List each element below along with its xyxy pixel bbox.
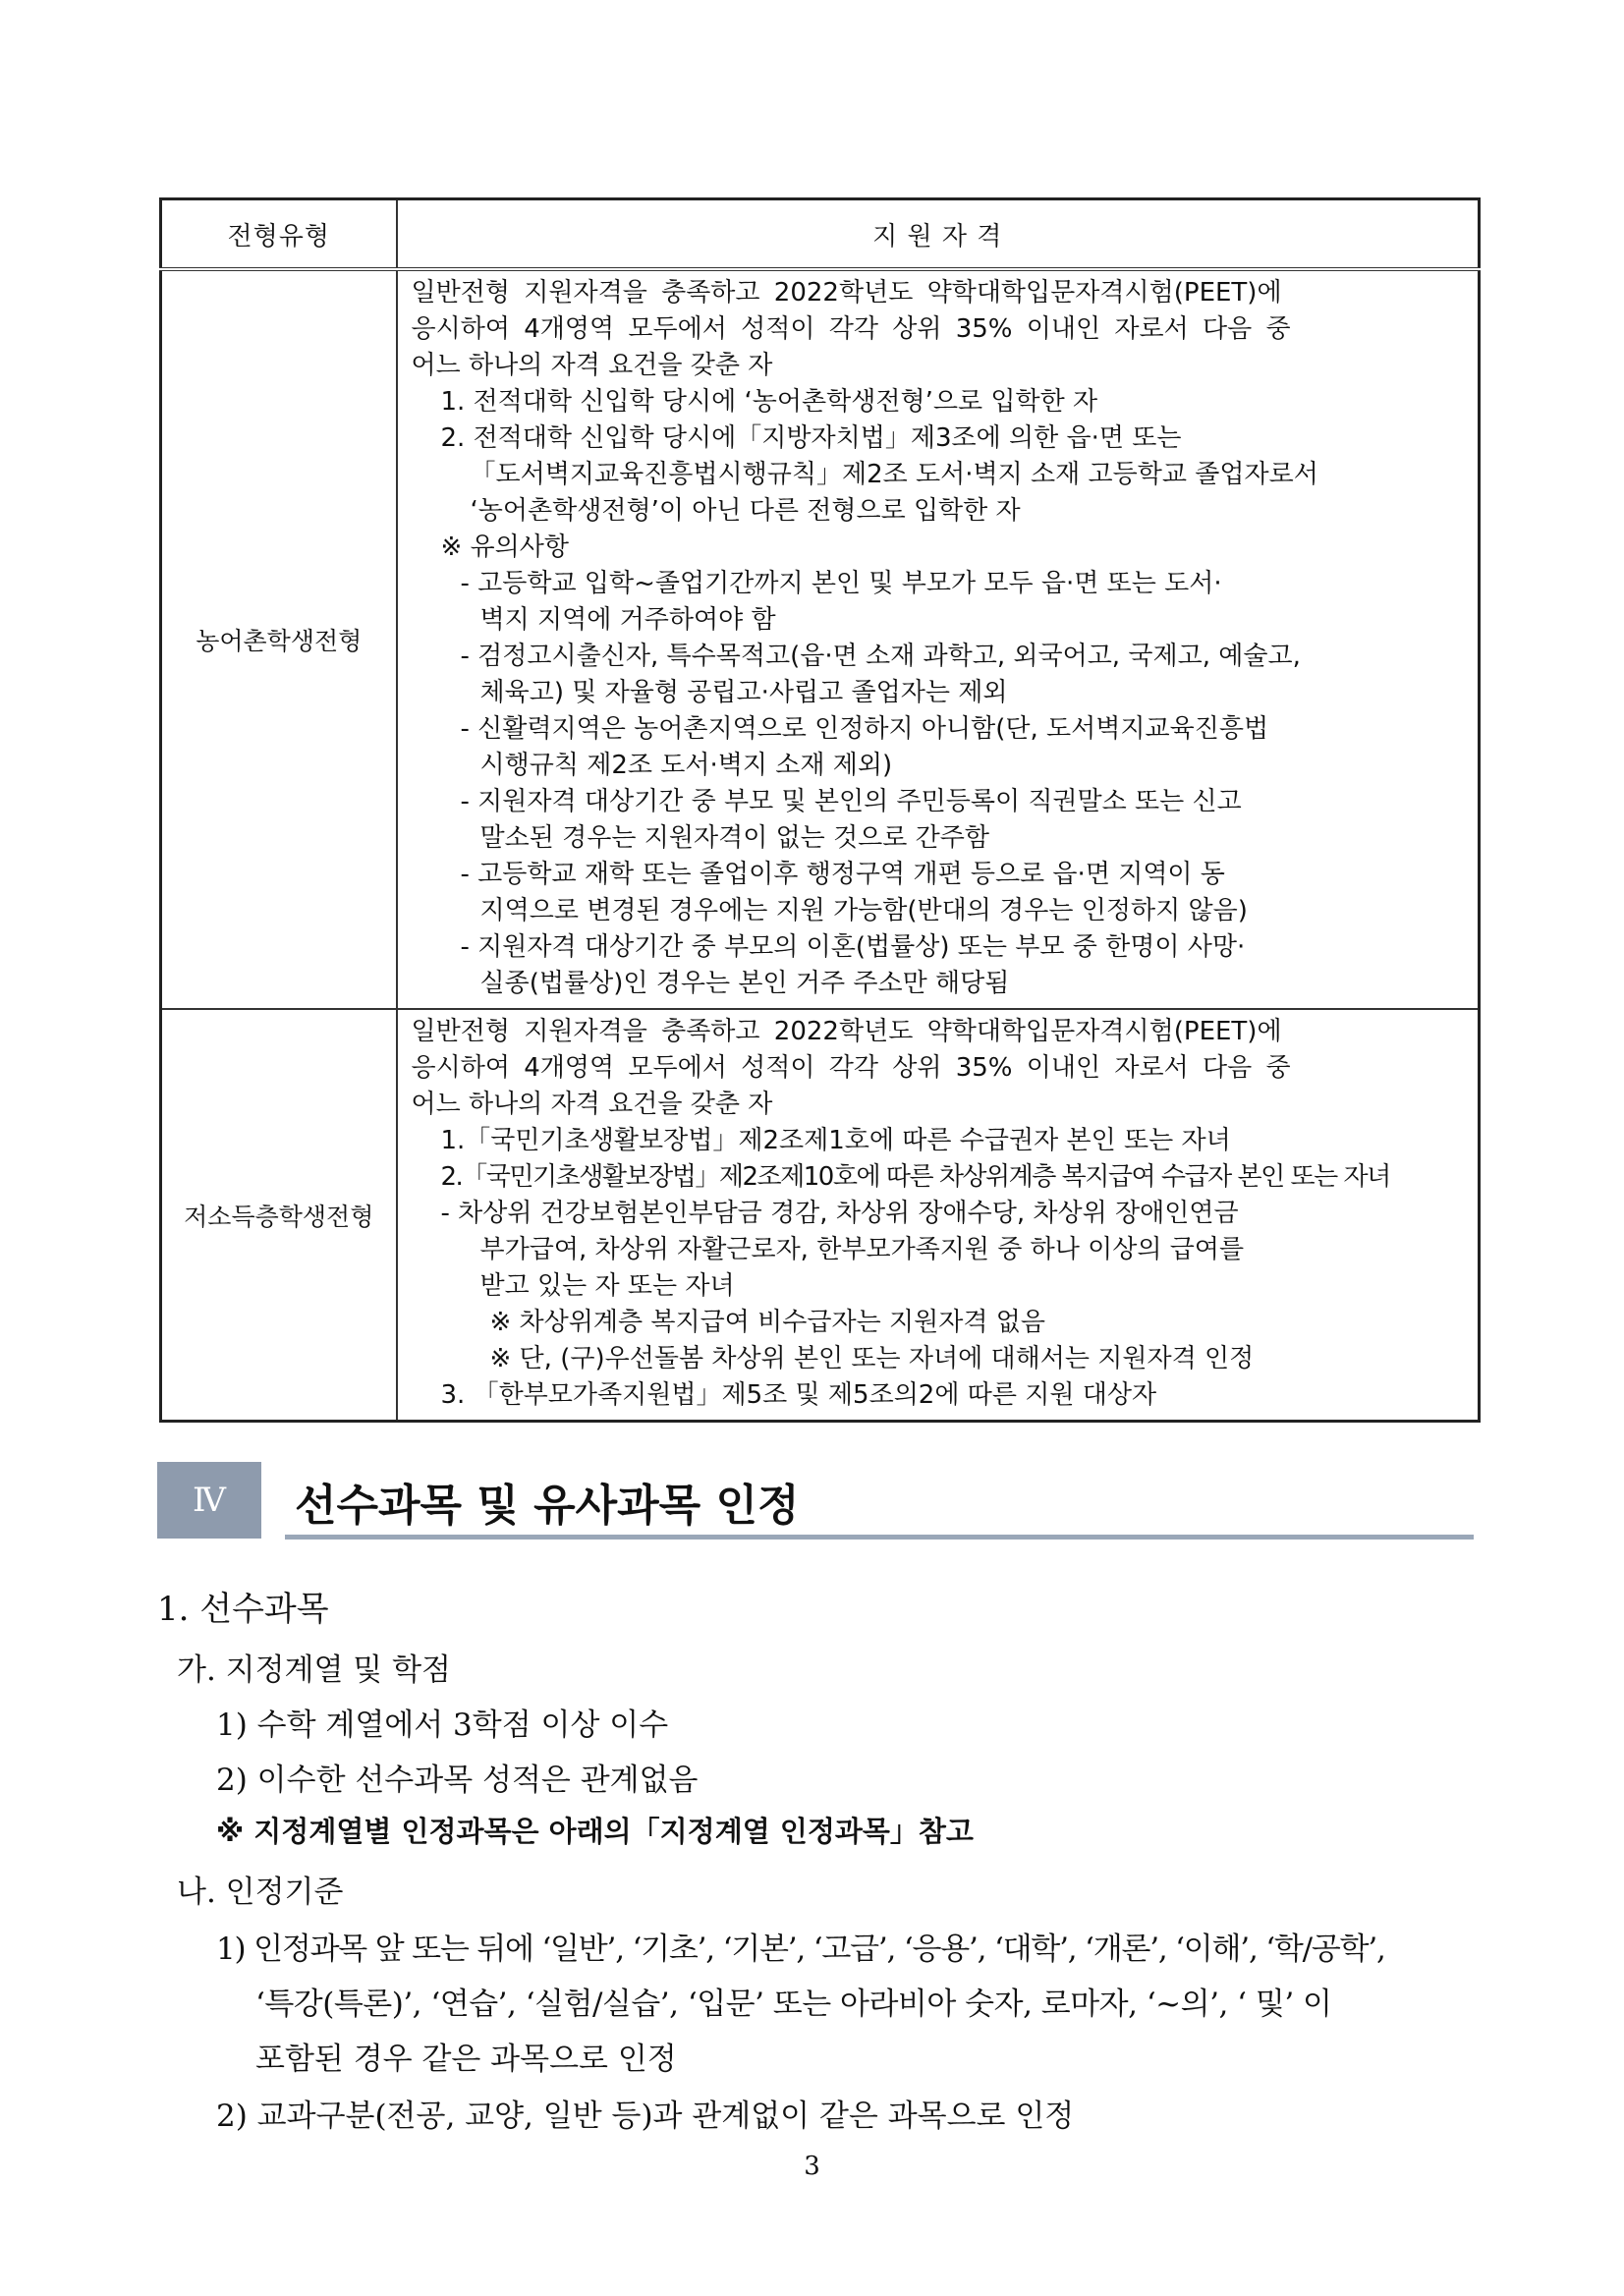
body-heading: 1. 선수과목 bbox=[157, 1590, 329, 1629]
section-underline bbox=[285, 1535, 1474, 1540]
row-type-rural: 농어촌학생전형 bbox=[161, 269, 397, 1009]
section-title: 선수과목 및 유사과목 인정 bbox=[295, 1481, 800, 1531]
intro-line: 일반전형 지원자격을 충족하고 2022학년도 약학대학입문자격시험(PEET)에 bbox=[411, 1017, 1282, 1046]
note-line: ※ 단, (구)우선돌봄 차상위 본인 또는 자녀에 대해서는 지원자격 인정 bbox=[489, 1344, 1255, 1373]
note-line: 체육고) 및 자율형 공립고·사립고 졸업자는 제외 bbox=[479, 678, 1008, 707]
table-header-row bbox=[161, 199, 1480, 270]
note-line: - 고등학교 입학~졸업기간까지 본인 및 부모가 모두 읍·면 또는 도서· bbox=[460, 569, 1222, 598]
item-2-line: ‘농어촌학생전형’이 아닌 다른 전형으로 입학한 자 bbox=[470, 496, 1021, 526]
table-row bbox=[161, 269, 1480, 1009]
list-item: 2) 이수한 선수과목 성적은 관계없음 bbox=[216, 1763, 699, 1798]
sub-line: 부가급여, 차상위 자활근로자, 한부모가족지원 중 하나 이상의 급여를 bbox=[479, 1235, 1245, 1264]
item-3: 3. 「한부모가족지원법」제5조 및 제5조의2에 따른 지원 대상자 bbox=[440, 1380, 1157, 1410]
intro-line: 응시하여 4개영역 모두에서 성적이 각각 상위 35% 이내인 자로서 다음 중 bbox=[411, 314, 1291, 344]
qualification-table bbox=[159, 197, 1481, 1423]
section-header bbox=[157, 1462, 1474, 1540]
note-line: 지역으로 변경된 경우에는 지원 가능함(반대의 경우는 인정하지 않음) bbox=[479, 896, 1248, 925]
sub-line: - 차상위 건강보험본인부담금 경감, 차상위 장애수당, 차상위 장애인연금 bbox=[440, 1199, 1239, 1228]
item-2: 2.「국민기초생활보장법」제2조제10호에 따른 차상위계층 복지급여 수급자 본인 또는 자녀 bbox=[440, 1162, 1390, 1192]
note-line: ※ 차상위계층 복지급여 비수급자는 지원자격 없음 bbox=[489, 1308, 1045, 1337]
row-type-low-income: 저소득층학생전형 bbox=[161, 1009, 397, 1422]
list-item: 2) 교과구분(전공, 교양, 일반 등)과 관계없이 같은 과목으로 인정 bbox=[216, 2099, 1075, 2134]
intro-line: 어느 하나의 자격 요건을 갖춘 자 bbox=[411, 1090, 773, 1119]
list-item-line: ‘특강(특론)’, ‘연습’, ‘실험/실습’, ‘입문’ 또는 아라비아 숫자, 로마자, ‘~의’, ‘ 및’ 이 bbox=[255, 1987, 1332, 2022]
sub-line: 받고 있는 자 또는 자녀 bbox=[479, 1271, 735, 1301]
note-line: - 검정고시출신자, 특수목적고(읍·면 소재 과학고, 외국어고, 국제고, 예술고, bbox=[460, 642, 1301, 671]
note-line: - 지원자격 대상기간 중 부모의 이혼(법률상) 또는 부모 중 한명이 사망· bbox=[460, 932, 1246, 962]
note-line: 실종(법률상)인 경우는 본인 거주 주소만 해당됨 bbox=[479, 969, 1010, 998]
list-item bbox=[157, 1922, 1484, 2087]
section-body bbox=[157, 1582, 1484, 2146]
note-line: 말소된 경우는 지원자격이 없는 것으로 간주함 bbox=[479, 823, 990, 853]
note-line: - 지원자격 대상기간 중 부모 및 본인의 주민등록이 직권말소 또는 신고 bbox=[460, 787, 1242, 816]
note-title: ※ 유의사항 bbox=[440, 532, 570, 562]
page-number: 3 bbox=[804, 2152, 820, 2181]
intro-line: 일반전형 지원자격을 충족하고 2022학년도 약학대학입문자격시험(PEET)에 bbox=[411, 278, 1282, 308]
subheading-a: 가. 지정계열 및 학점 bbox=[177, 1652, 451, 1688]
item-1: 1.「국민기초생활보장법」제2조제1호에 따른 수급권자 본인 또는 자녀 bbox=[440, 1126, 1231, 1155]
header-type: 전형유형 bbox=[161, 199, 397, 270]
item-2-line: 「도서벽지교육진흥법시행규칙」제2조 도서·벽지 소재 고등학교 졸업자로서 bbox=[470, 460, 1318, 489]
list-item-line: 포함된 경우 같은 과목으로 인정 bbox=[255, 2042, 677, 2077]
reference-note: ※ 지정계열별 인정과목은 아래의「지정계열 인정과목」참고 bbox=[216, 1815, 974, 1848]
table-row bbox=[161, 1009, 1480, 1422]
note-line: - 고등학교 재학 또는 졸업이후 행정구역 개편 등으로 읍·면 지역이 동 bbox=[460, 860, 1225, 889]
list-item: 1) 수학 계열에서 3학점 이상 이수 bbox=[216, 1708, 669, 1743]
note-line: 벽지 지역에 거주하여야 함 bbox=[479, 605, 776, 635]
note-line: - 신활력지역은 농어촌지역으로 인정하지 아니함(단, 도서벽지교육진흥법 bbox=[460, 714, 1269, 744]
row-content-rural bbox=[397, 269, 1480, 1009]
subheading-b: 나. 인정기준 bbox=[177, 1875, 344, 1910]
item-1: 1. 전적대학 신입학 당시에 ‘농어촌학생전형’으로 입학한 자 bbox=[440, 387, 1098, 417]
intro-line: 응시하여 4개영역 모두에서 성적이 각각 상위 35% 이내인 자로서 다음 중 bbox=[411, 1053, 1291, 1083]
list-item-line: 1) 인정과목 앞 또는 뒤에 ‘일반’, ‘기초’, ‘기본’, ‘고급’, ‘응용’, ‘대학’, ‘개론’, ‘이해’, ‘학/공학’, bbox=[216, 1932, 1385, 1967]
row-content-low-income bbox=[397, 1009, 1480, 1422]
intro-line: 어느 하나의 자격 요건을 갖춘 자 bbox=[411, 351, 773, 380]
header-qualification: 지 원 자 격 bbox=[397, 199, 1480, 270]
note-line: 시행규칙 제2조 도서·벽지 소재 제외) bbox=[479, 751, 893, 780]
item-2-line: 2. 전적대학 신입학 당시에「지방자치법」제3조에 의한 읍·면 또는 bbox=[440, 423, 1182, 453]
section-number: Ⅳ bbox=[157, 1462, 261, 1539]
